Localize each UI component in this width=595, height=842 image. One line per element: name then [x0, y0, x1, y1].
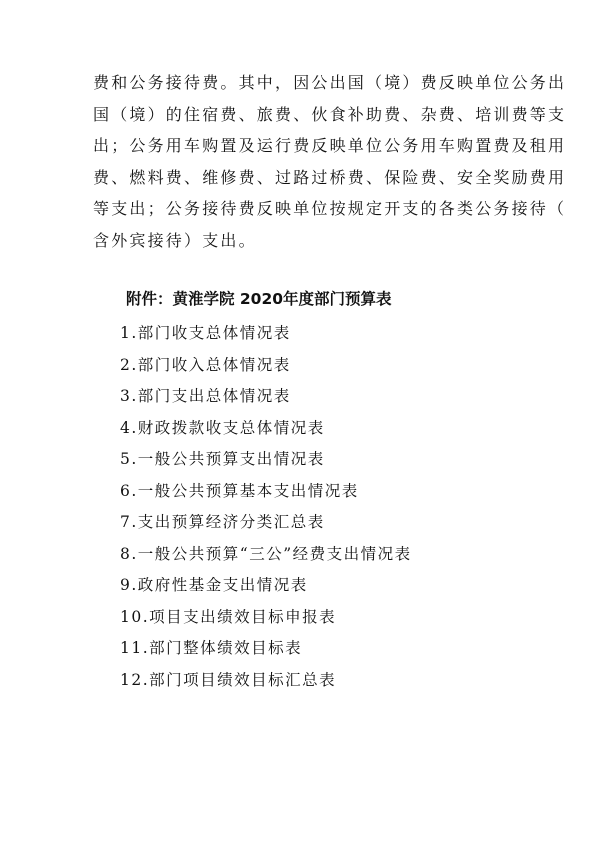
paragraph-line: 费、燃料费、维修费、过路过桥费、保险费、安全奖励费用 — [93, 167, 567, 187]
attachment-item: 4.财政拨款收支总体情况表 — [120, 418, 325, 437]
attachment-item: 12.部门项目绩效目标汇总表 — [120, 670, 337, 689]
paragraph-line: 等支出；公务接待费反映单位按规定开支的各类公务接待（ — [93, 199, 567, 218]
attachment-item: 11.部门整体绩效目标表 — [120, 639, 303, 657]
attachment-item: 8.一般公共预算“三公”经费支出情况表 — [120, 544, 412, 563]
attachment-item: 7.支出预算经济分类汇总表 — [120, 513, 325, 531]
attachment-item: 10.项目支出绩效目标申报表 — [120, 607, 337, 626]
paragraph-line: 国（境）的住宿费、旅费、伙食补助费、杂费、培训费等支 — [93, 104, 567, 124]
attachment-list — [120, 318, 412, 696]
paragraph-line: 费和公务接待费。其中，因公出国（境）费反映单位公务出 — [93, 73, 567, 92]
paragraph-line: 出；公务用车购置及运行费反映单位公务用车购置费及租用 — [93, 136, 567, 155]
attachment-item: 5.一般公共预算支出情况表 — [120, 450, 325, 468]
attachment-title: 附件：黄淮学院 2020年度部门预算表 — [126, 290, 392, 308]
attachment-item: 9.政府性基金支出情况表 — [120, 576, 308, 594]
attachment-item: 6.一般公共预算基本支出情况表 — [120, 481, 359, 500]
attachment-item: 2.部门收入总体情况表 — [120, 355, 291, 374]
paragraph-line: 含外宾接待）支出。 — [93, 230, 257, 250]
attachment-item: 3.部门支出总体情况表 — [120, 387, 291, 405]
attachment-item: 1.部门收支总体情况表 — [120, 324, 291, 342]
body-paragraph — [93, 67, 567, 256]
